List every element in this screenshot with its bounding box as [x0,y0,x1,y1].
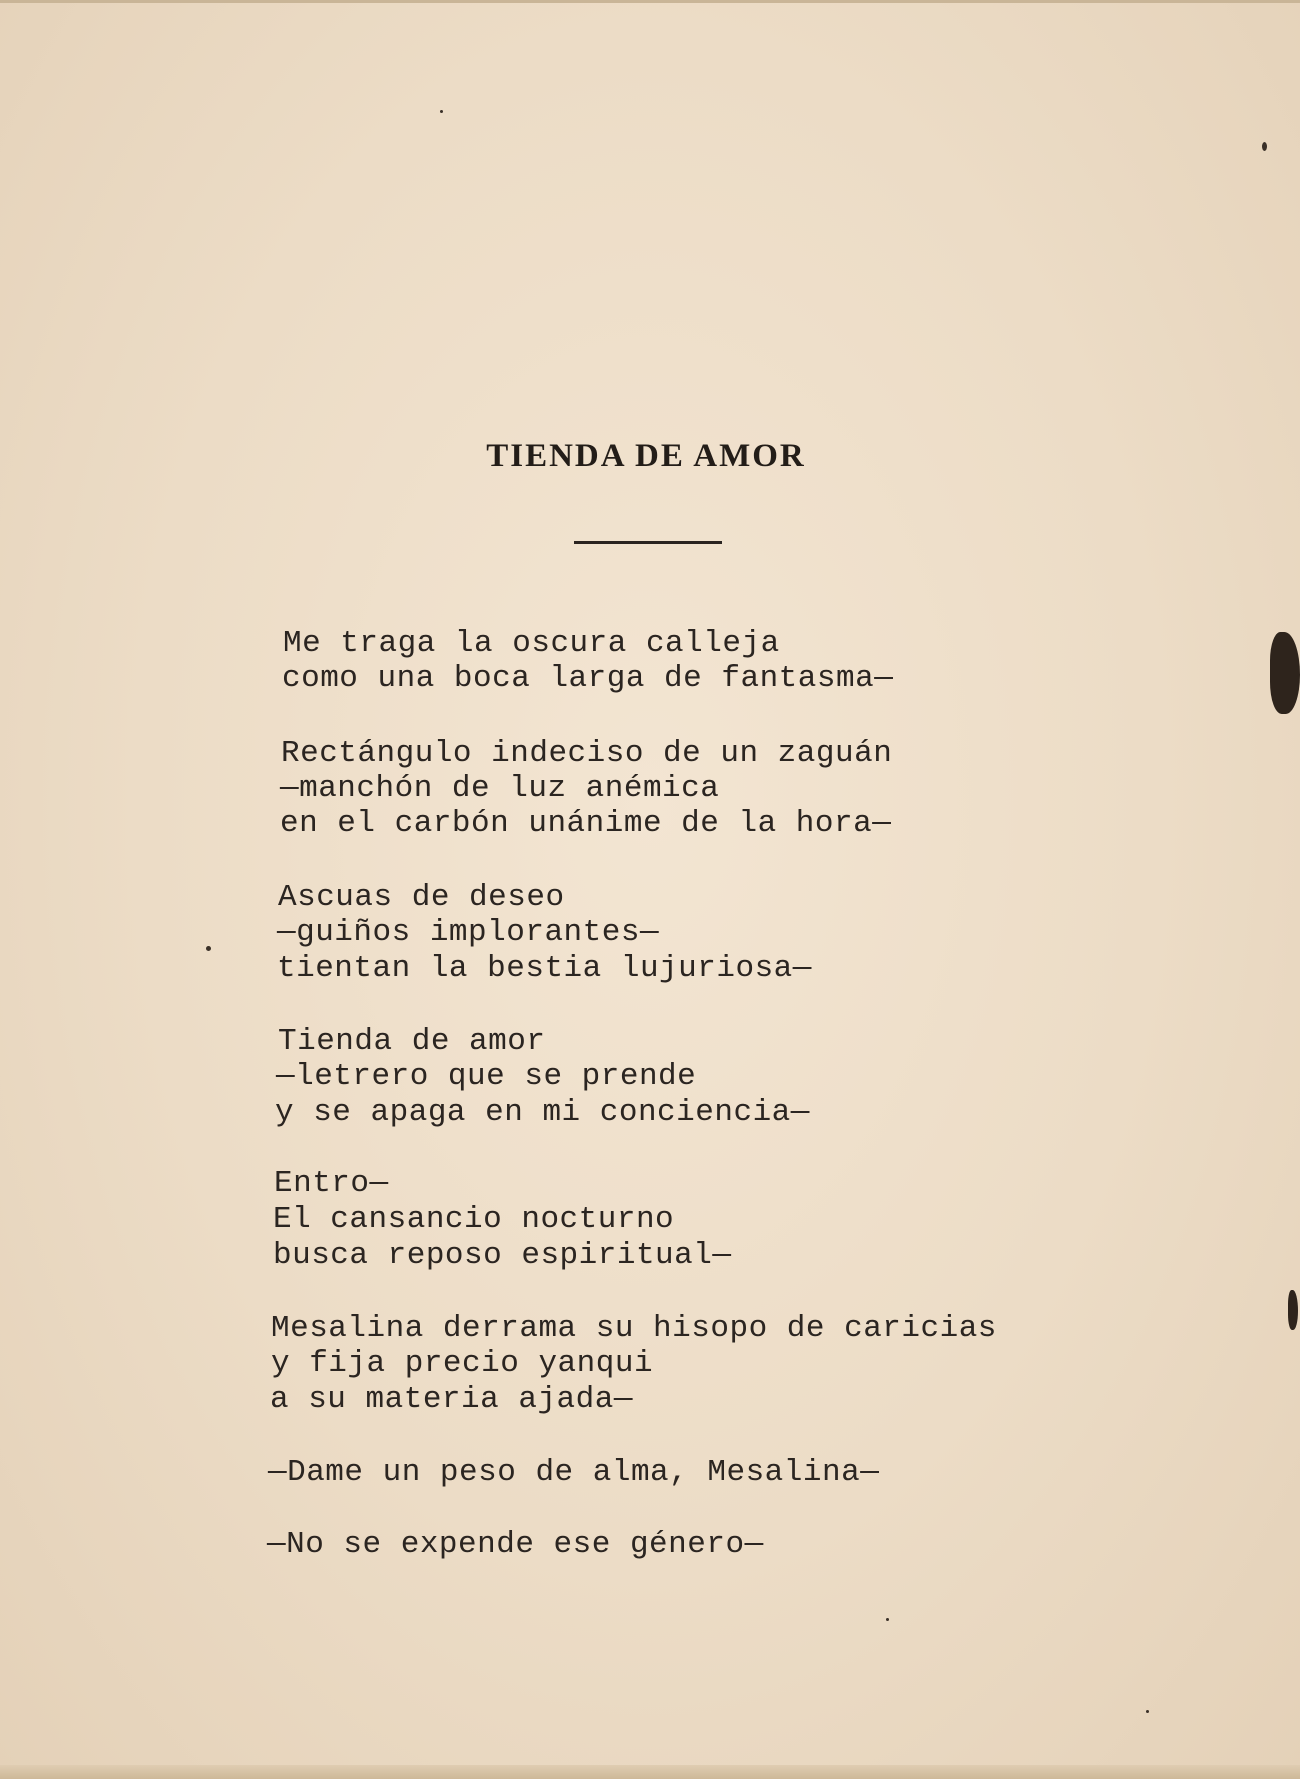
paper-bottom-edge [0,1765,1300,1779]
poem-line: tientan la bestia lujuriosa— [277,951,812,986]
poem-line: —guiños implorantes— [277,915,660,950]
paper-top-edge [0,0,1300,3]
poem-line: El cansancio nocturno [273,1202,675,1237]
poem-line: —No se expende ese género— [267,1527,764,1562]
poem-line: Tienda de amor [278,1024,546,1059]
poem-title: TIENDA DE AMOR [486,438,806,474]
poem-line: y fija precio yanqui [271,1346,654,1381]
poem-line: y se apaga en mi conciencia— [275,1095,810,1130]
paper-speck [206,946,211,951]
poem-line: busca reposo espiritual— [273,1238,732,1273]
poem-line: Ascuas de deseo [278,880,565,915]
paper-speck [886,1618,889,1621]
poem-line: —Dame un peso de alma, Mesalina— [268,1455,880,1490]
poem-line: Rectángulo indeciso de un zaguán [281,736,893,771]
poem-line: —letrero que se prende [276,1059,697,1094]
poem-line: como una boca larga de fantasma— [282,661,894,696]
title-rule [574,541,722,544]
poem-line: Me traga la oscura calleja [283,626,780,661]
paper-speck [440,110,443,113]
poem-line: a su materia ajada— [270,1382,633,1417]
poem-line: —manchón de luz anémica [280,771,720,806]
ink-smudge [1270,632,1300,714]
paper-speck [1146,1710,1149,1713]
poem-line: Mesalina derrama su hisopo de caricias [271,1311,997,1346]
ink-smudge [1288,1290,1298,1330]
paper-speck [1262,142,1267,151]
poem-line: Entro— [274,1166,389,1201]
poem-line: en el carbón unánime de la hora— [280,806,892,841]
